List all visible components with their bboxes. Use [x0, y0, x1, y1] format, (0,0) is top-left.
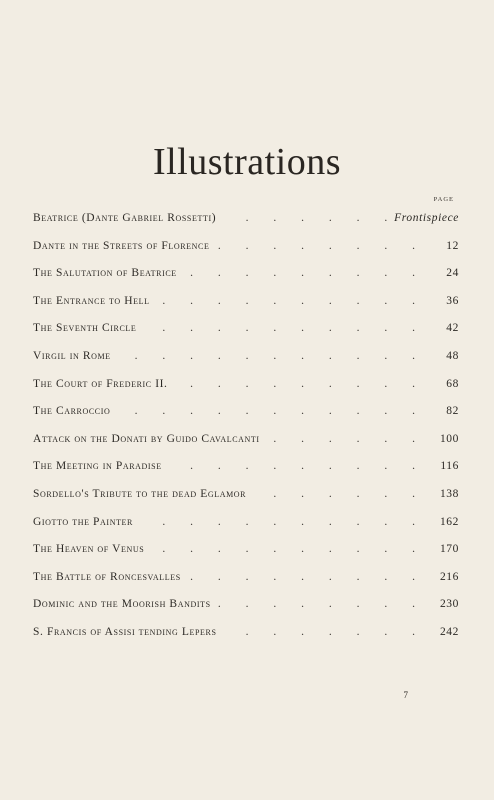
illustration-title: The Heaven of Venus	[33, 540, 148, 558]
illustration-title: The Battle of Roncesvalles	[33, 568, 185, 586]
illustration-page: 116	[415, 457, 459, 475]
illustration-title: The Carroccio	[33, 402, 114, 420]
illustration-page: 230	[415, 595, 459, 613]
list-item	[33, 402, 459, 430]
illustration-title: Sordello's Tribute to the dead Eglamor	[33, 485, 250, 503]
illustration-page: 100	[415, 430, 459, 448]
illustration-title: Attack on the Donati by Guido Cavalcanti	[33, 430, 264, 448]
illustration-title: The Seventh Circle	[33, 319, 140, 337]
illustration-page: 68	[415, 375, 459, 393]
illustration-title: Beatrice (Dante Gabriel Rossetti)	[33, 209, 220, 227]
illustration-page: 82	[415, 402, 459, 420]
illustration-page: 216	[415, 568, 459, 586]
list-item	[33, 485, 459, 513]
illustration-page: 162	[415, 513, 459, 531]
page-number: 7	[403, 690, 408, 700]
list-item	[33, 264, 459, 292]
illustration-title: S. Francis of Assisi tending Lepers	[33, 623, 221, 641]
list-item	[33, 319, 459, 347]
illustration-page: 24	[415, 264, 459, 282]
illustration-page: 36	[415, 292, 459, 310]
list-item	[33, 568, 459, 596]
illustration-page: Frontispiece	[390, 209, 459, 227]
illustration-page: 242	[415, 623, 459, 641]
page-title: Illustrations	[152, 141, 342, 183]
illustration-page: 170	[415, 540, 459, 558]
illustration-page: 42	[415, 319, 459, 337]
list-item	[33, 375, 459, 403]
illustration-title: Virgil in Rome	[33, 347, 115, 365]
list-item	[33, 347, 459, 375]
list-item	[33, 540, 459, 568]
illustration-title: The Court of Frederic II.	[33, 375, 172, 393]
illustration-title: The Meeting in Paradise	[33, 457, 166, 475]
list-item	[33, 237, 459, 265]
illustration-title: Giotto the Painter	[33, 513, 137, 531]
illustration-title: The Entrance to Hell	[33, 292, 154, 310]
illustration-page: 138	[415, 485, 459, 503]
list-item	[33, 513, 459, 541]
list-item	[33, 623, 459, 651]
illustration-page: 12	[415, 237, 459, 255]
illustration-title: Dante in the Streets of Florence	[33, 237, 213, 255]
list-item	[33, 457, 459, 485]
list-item	[33, 209, 459, 237]
list-item	[33, 595, 459, 623]
list-item	[33, 430, 459, 458]
illustration-title: The Salutation of Beatrice	[33, 264, 181, 282]
list-item	[33, 292, 459, 320]
page-column-label: PAGE	[433, 196, 454, 203]
illustration-title: Dominic and the Moorish Bandits	[33, 595, 215, 613]
illustration-page: 48	[415, 347, 459, 365]
illustrations-list	[33, 209, 459, 651]
